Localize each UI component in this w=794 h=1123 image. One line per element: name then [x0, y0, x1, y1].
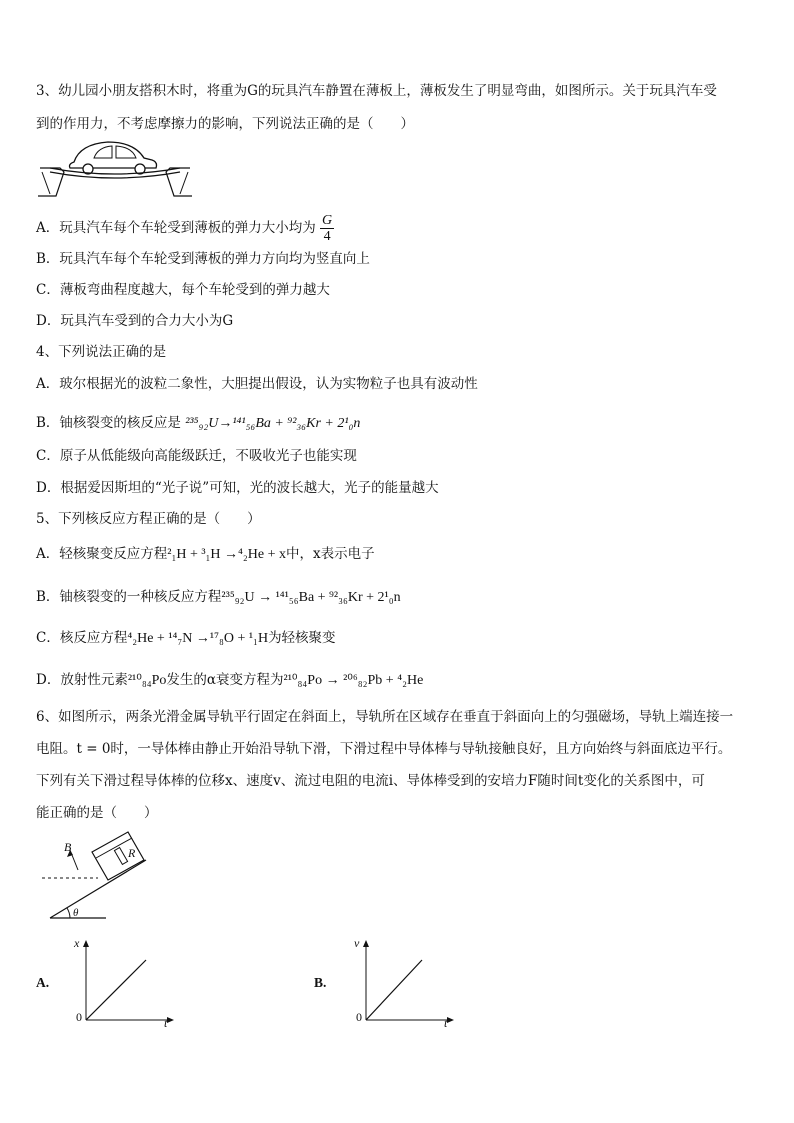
q5-option-a: [36, 545, 375, 564]
q5-option-b-equation: ²³⁵₉₂U → ¹⁴¹₅₆Ba + ⁹²₃₆Kr + 2¹₀n: [221, 590, 401, 605]
q5-option-c-suffix: 为轻核聚变: [268, 630, 336, 646]
q3-toy-car-figure: [36, 132, 196, 202]
q4-option-d: D．根据爱因斯坦的“光子说”可知，光的波长越大，光子的能量越大: [36, 480, 439, 496]
q4-option-a: A．玻尔根据光的波粒二象性，大胆提出假设，认为实物粒子也具有波动性: [36, 376, 478, 392]
q4-option-b: [36, 414, 360, 433]
q6-graph-b: [348, 936, 458, 1032]
q3-option-a-fraction: [320, 213, 334, 244]
q5-option-b: [36, 588, 401, 607]
q5-option-d-element: ²¹⁰₈₄Po: [127, 673, 167, 688]
q3-option-a-text: A．玩具汽车每个车轮受到薄板的弹力大小均为: [36, 220, 316, 236]
q6-stem-line3: 下列有关下滑过程导体棒的位移x、速度v、流过电阻的电流i、导体棒受到的安培力F随时间t变化的关系图中，可: [36, 773, 705, 789]
q4-option-b-equation: ²³⁵₉₂U→¹⁴¹₅₆Ba + ⁹²₃₆Kr + 2¹₀n: [185, 416, 361, 431]
q4-stem: 4、下列说法正确的是: [36, 344, 167, 360]
q3-option-b: B．玩具汽车每个车轮受到薄板的弹力方向均为竖直向上: [36, 251, 370, 267]
q6-stem-line4: 能正确的是（ ）: [36, 805, 158, 821]
q3-option-c: C．薄板弯曲程度越大，每个车轮受到的弹力越大: [36, 282, 330, 298]
fraction-denominator: 4: [323, 229, 331, 244]
q6-incline-figure: [36, 830, 156, 925]
q6-graph-a: [68, 936, 178, 1032]
q3-stem-line2: 到的作用力，不考虑摩擦力的影响，下列说法正确的是（ ）: [36, 116, 414, 132]
q6-graph-b-xlabel: t: [444, 1016, 448, 1030]
q6-graph-a-option: A.: [36, 975, 50, 990]
q6-stem-line2: 电阻。t = 0时，一导体棒由静止开始沿导轨下滑，下滑过程中导体棒与导轨接触良好，且方向始终与斜面底边平行。: [36, 741, 732, 757]
q5-option-c-text: C．核反应方程: [36, 630, 128, 646]
q5-option-c: [36, 629, 336, 648]
q3-option-d: D．玩具汽车受到的合力大小为G: [36, 313, 234, 329]
q6-graph-b-ylabel: v: [354, 936, 360, 950]
q6-graph-a-origin: 0: [76, 1010, 82, 1024]
fraction-numerator: G: [322, 213, 333, 228]
q6-fig-label-theta: θ: [73, 907, 79, 919]
q5-option-a-suffix: 中，x表示电子: [286, 546, 375, 562]
q6-graph-a-ylabel: x: [74, 936, 80, 950]
q5-option-a-equation: ²₁H + ³₁H →⁴₂He + x: [167, 547, 287, 562]
q3-stem-line1: 3、幼儿园小朋友搭积木时，将重为G的玩具汽车静置在薄板上，薄板发生了明显弯曲，如图所示。关于玩具汽车受: [36, 83, 717, 99]
q5-option-a-text: A．轻核聚变反应方程: [36, 546, 168, 562]
q5-option-d-equation: ²¹⁰₈₄Po → ²⁰⁶₈₂Pb + ⁴₂He: [283, 673, 424, 688]
q6-fig-label-b: B: [64, 840, 72, 854]
q5-option-c-equation: ⁴₂He + ¹⁴₇N →¹⁷₈O + ¹₁H: [127, 631, 269, 646]
q4-option-b-text: B．铀核裂变的核反应是: [36, 415, 181, 431]
q6-stem-line1: 6、如图所示，两条光滑金属导轨平行固定在斜面上，导轨所在区域存在垂直于斜面向上的匀强磁场，导轨上端连接一: [36, 709, 734, 725]
q6-fig-label-r: R: [128, 846, 136, 860]
q3-option-a: [36, 213, 334, 244]
q6-graph-b-option: B.: [314, 975, 327, 990]
q4-option-c: C．原子从低能级向高能级跃迁，不吸收光子也能实现: [36, 448, 357, 464]
q5-option-d: [36, 671, 423, 690]
q6-graph-a-xlabel: t: [164, 1016, 168, 1030]
q5-option-d-mid: 发生的α衰变方程为: [166, 672, 284, 688]
q5-stem: 5、下列核反应方程正确的是（ ）: [36, 511, 261, 527]
q6-graph-b-origin: 0: [356, 1010, 362, 1024]
q5-option-b-text: B．铀核裂变的一种核反应方程: [36, 589, 222, 605]
q5-option-d-text: D．放射性元素: [36, 672, 128, 688]
